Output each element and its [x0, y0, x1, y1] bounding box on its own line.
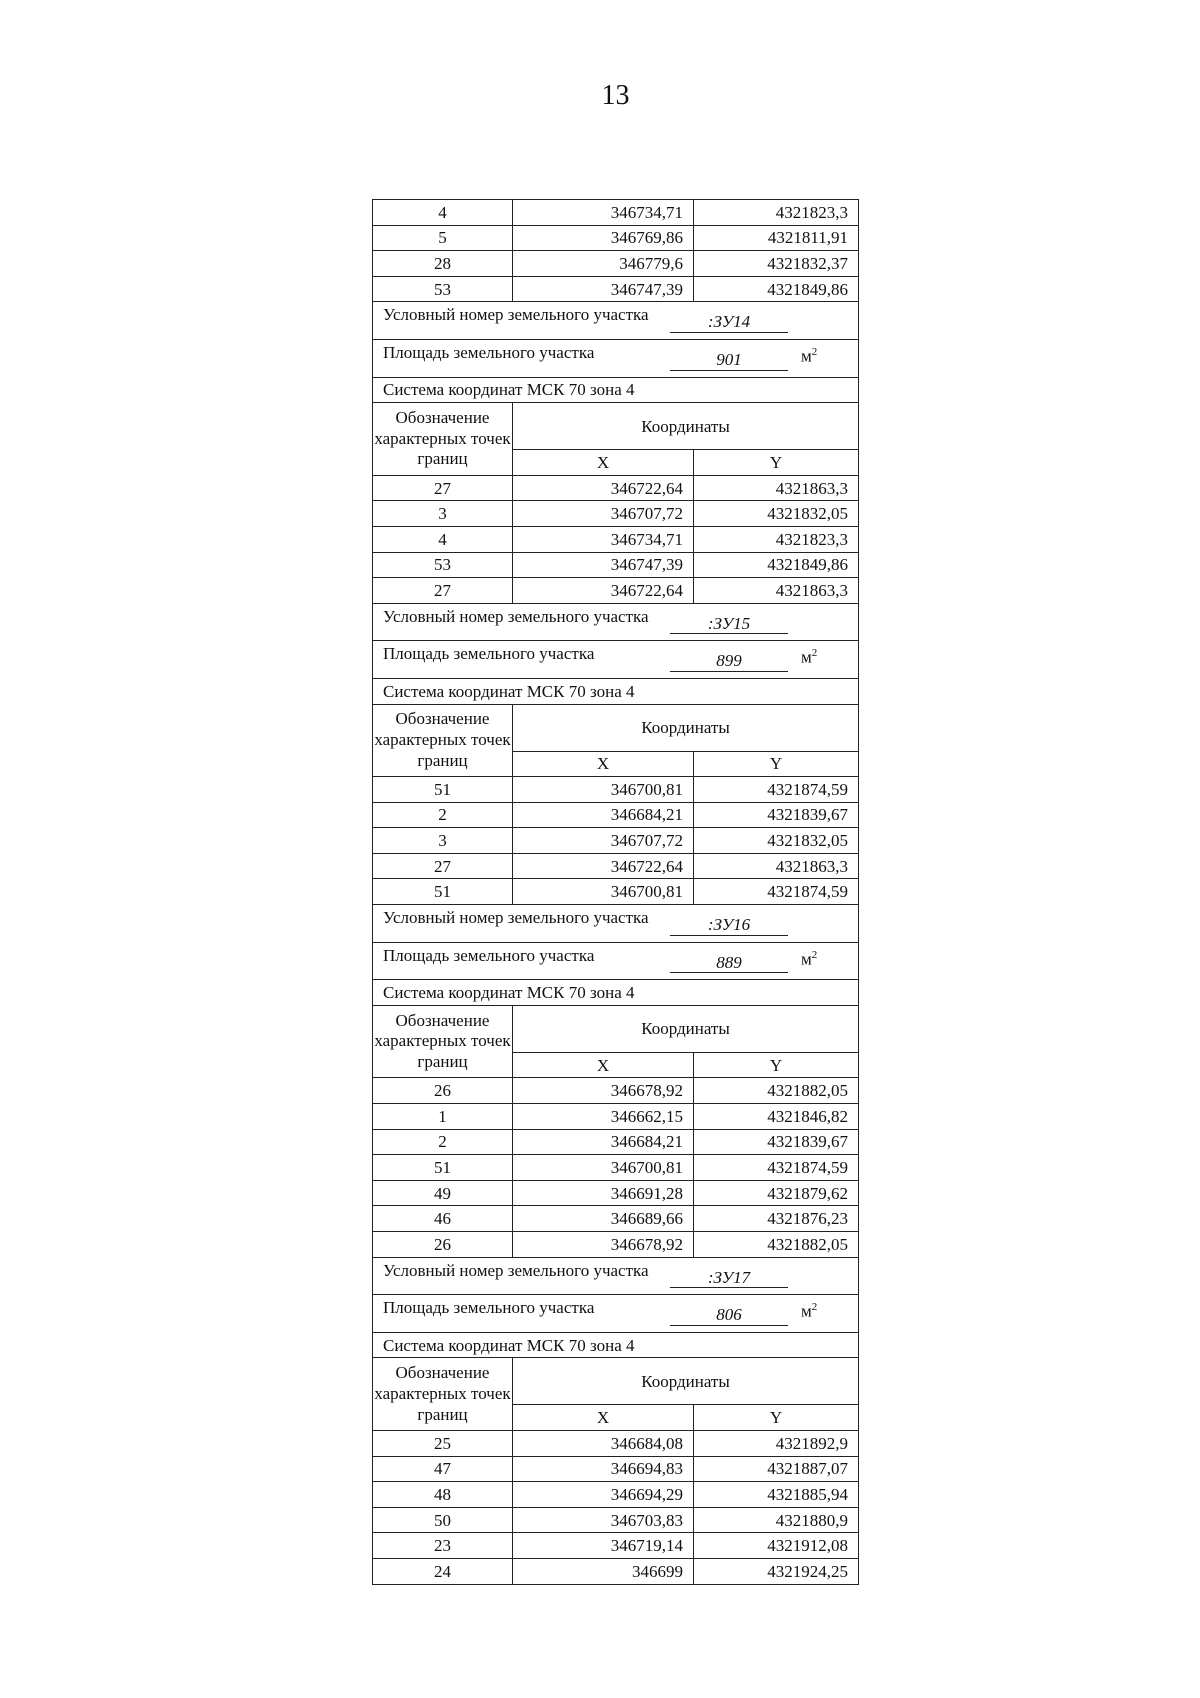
area-unit-power: 2 [811, 345, 818, 358]
parcel-area-label: Площадь земельного участка [383, 945, 595, 965]
y-coordinate: 4321885,94 [694, 1482, 859, 1508]
coordinate-system: Система координат МСК 70 зона 4 [373, 1332, 859, 1358]
point-designation-header: Обозначение характерных точек границ [373, 403, 513, 476]
point-number: 49 [373, 1180, 513, 1206]
table-row [373, 1078, 859, 1104]
table-row [373, 777, 859, 803]
table-row [373, 552, 859, 578]
table-row [373, 225, 859, 251]
y-coordinate: 4321863,3 [694, 475, 859, 501]
y-coordinate: 4321880,9 [694, 1507, 859, 1533]
y-coordinate: 4321823,3 [694, 526, 859, 552]
coordinate-system-row [373, 377, 859, 403]
parcel-area-value: 901 [670, 351, 788, 371]
parcel-number-row [373, 302, 859, 340]
table-row [373, 1232, 859, 1258]
table-header-row [373, 1358, 859, 1405]
page-number: 13 [601, 80, 630, 111]
point-number: 50 [373, 1507, 513, 1533]
x-coordinate: 346700,81 [513, 1155, 694, 1181]
y-coordinate: 4321912,08 [694, 1533, 859, 1559]
point-number: 51 [373, 879, 513, 905]
table-row [373, 802, 859, 828]
parcel-area-cell [373, 641, 859, 679]
x-header: X [513, 1405, 694, 1431]
y-coordinate: 4321832,05 [694, 501, 859, 527]
parcel-number-label: Условный номер земельного участка [383, 1260, 649, 1280]
table-row [373, 1558, 859, 1584]
y-coordinate: 4321832,05 [694, 828, 859, 854]
point-number: 27 [373, 475, 513, 501]
table-row [373, 276, 859, 302]
table-row [373, 879, 859, 905]
y-coordinate: 4321876,23 [694, 1206, 859, 1232]
parcel-area-value: 806 [670, 1306, 788, 1326]
x-coordinate: 346747,39 [513, 276, 694, 302]
point-number: 3 [373, 501, 513, 527]
x-coordinate: 346700,81 [513, 879, 694, 905]
parcel-number-value: :ЗУ14 [670, 313, 788, 333]
point-designation-header: Обозначение характерных точек границ [373, 1005, 513, 1078]
point-number: 51 [373, 777, 513, 803]
area-unit [801, 950, 817, 968]
y-header: Y [694, 1405, 859, 1431]
area-unit-base: м [801, 647, 812, 667]
x-coordinate: 346678,92 [513, 1078, 694, 1104]
coordinates-header: Координаты [513, 1358, 859, 1405]
parcel-area-row [373, 942, 859, 980]
point-number: 3 [373, 828, 513, 854]
parcel-area-value: 889 [670, 954, 788, 974]
x-coordinate: 346707,72 [513, 828, 694, 854]
point-number: 26 [373, 1078, 513, 1104]
parcel-area-value: 899 [670, 652, 788, 672]
coordinate-system-row [373, 678, 859, 704]
table-row [373, 1155, 859, 1181]
area-unit-power: 2 [811, 647, 818, 660]
y-header: Y [694, 450, 859, 476]
y-coordinate: 4321879,62 [694, 1180, 859, 1206]
x-header: X [513, 751, 694, 777]
table-row [373, 200, 859, 226]
coordinate-system: Система координат МСК 70 зона 4 [373, 678, 859, 704]
point-number: 26 [373, 1232, 513, 1258]
x-coordinate: 346691,28 [513, 1180, 694, 1206]
parcel-number-value: :ЗУ15 [670, 615, 788, 635]
point-number: 27 [373, 578, 513, 604]
x-coordinate: 346684,08 [513, 1430, 694, 1456]
x-coordinate: 346707,72 [513, 501, 694, 527]
parcel-number-label: Условный номер земельного участка [383, 606, 649, 626]
point-number: 2 [373, 1129, 513, 1155]
parcel-number-cell [373, 603, 859, 641]
x-coordinate: 346719,14 [513, 1533, 694, 1559]
x-coordinate: 346694,83 [513, 1456, 694, 1482]
parcel-area-cell [373, 339, 859, 377]
table-row [373, 853, 859, 879]
point-number: 47 [373, 1456, 513, 1482]
y-coordinate: 4321832,37 [694, 251, 859, 277]
table-row [373, 828, 859, 854]
area-unit [801, 648, 817, 666]
parcel-number-row [373, 603, 859, 641]
y-coordinate: 4321839,67 [694, 802, 859, 828]
parcel-area-label: Площадь земельного участка [383, 1298, 595, 1318]
point-number: 28 [373, 251, 513, 277]
y-header: Y [694, 1052, 859, 1078]
x-coordinate: 346734,71 [513, 200, 694, 226]
point-number: 1 [373, 1104, 513, 1130]
parcel-number-label: Условный номер земельного участка [383, 908, 649, 928]
point-number: 53 [373, 552, 513, 578]
table-row [373, 1482, 859, 1508]
table-row [373, 1456, 859, 1482]
area-unit [801, 1302, 817, 1320]
coordinates-table [372, 199, 859, 1585]
table-row [373, 1206, 859, 1232]
x-coordinate: 346722,64 [513, 475, 694, 501]
y-coordinate: 4321823,3 [694, 200, 859, 226]
coordinates-table-body [373, 200, 859, 1585]
coordinate-system: Система координат МСК 70 зона 4 [373, 980, 859, 1006]
y-coordinate: 4321874,59 [694, 1155, 859, 1181]
coordinate-system: Система координат МСК 70 зона 4 [373, 377, 859, 403]
y-coordinate: 4321846,82 [694, 1104, 859, 1130]
x-coordinate: 346734,71 [513, 526, 694, 552]
y-coordinate: 4321874,59 [694, 777, 859, 803]
y-coordinate: 4321887,07 [694, 1456, 859, 1482]
parcel-area-row [373, 339, 859, 377]
table-header-row [373, 1005, 859, 1052]
point-number: 5 [373, 225, 513, 251]
y-coordinate: 4321874,59 [694, 879, 859, 905]
x-coordinate: 346703,83 [513, 1507, 694, 1533]
parcel-area-label: Площадь земельного участка [383, 342, 595, 362]
x-coordinate: 346694,29 [513, 1482, 694, 1508]
parcel-area-row [373, 1295, 859, 1333]
coordinate-system-row [373, 1332, 859, 1358]
area-unit [801, 347, 817, 365]
table-row [373, 1180, 859, 1206]
parcel-number-row [373, 1257, 859, 1295]
coordinates-header: Координаты [513, 1005, 859, 1052]
parcel-number-label: Условный номер земельного участка [383, 305, 649, 325]
table-row [373, 526, 859, 552]
parcel-number-cell [373, 302, 859, 340]
y-coordinate: 4321863,3 [694, 578, 859, 604]
area-unit-base: м [801, 1301, 812, 1321]
y-coordinate: 4321924,25 [694, 1558, 859, 1584]
x-coordinate: 346700,81 [513, 777, 694, 803]
area-unit-base: м [801, 949, 812, 969]
y-header: Y [694, 751, 859, 777]
x-coordinate: 346684,21 [513, 802, 694, 828]
point-number: 23 [373, 1533, 513, 1559]
point-number: 24 [373, 1558, 513, 1584]
point-designation-header: Обозначение характерных точек границ [373, 1358, 513, 1431]
x-coordinate: 346662,15 [513, 1104, 694, 1130]
parcel-area-row [373, 641, 859, 679]
x-coordinate: 346747,39 [513, 552, 694, 578]
y-coordinate: 4321892,9 [694, 1430, 859, 1456]
y-coordinate: 4321882,05 [694, 1078, 859, 1104]
point-number: 51 [373, 1155, 513, 1181]
y-coordinate: 4321811,91 [694, 225, 859, 251]
x-coordinate: 346722,64 [513, 853, 694, 879]
x-coordinate: 346689,66 [513, 1206, 694, 1232]
point-number: 48 [373, 1482, 513, 1508]
x-coordinate: 346722,64 [513, 578, 694, 604]
parcel-area-cell [373, 1295, 859, 1333]
table-row [373, 1104, 859, 1130]
point-number: 2 [373, 802, 513, 828]
parcel-number-cell [373, 1257, 859, 1295]
point-number: 25 [373, 1430, 513, 1456]
area-unit-base: м [801, 346, 812, 366]
y-coordinate: 4321849,86 [694, 276, 859, 302]
table-row [373, 1507, 859, 1533]
area-unit-power: 2 [811, 948, 818, 961]
parcel-number-cell [373, 905, 859, 943]
parcel-number-row [373, 905, 859, 943]
parcel-area-label: Площадь земельного участка [383, 644, 595, 664]
table-row [373, 475, 859, 501]
parcel-number-value: :ЗУ17 [670, 1269, 788, 1289]
y-coordinate: 4321839,67 [694, 1129, 859, 1155]
x-coordinate: 346779,6 [513, 251, 694, 277]
y-coordinate: 4321849,86 [694, 552, 859, 578]
parcel-area-cell [373, 942, 859, 980]
point-designation-header: Обозначение характерных точек границ [373, 704, 513, 777]
table-header-row [373, 403, 859, 450]
coordinates-header: Координаты [513, 403, 859, 450]
point-number: 27 [373, 853, 513, 879]
table-row [373, 578, 859, 604]
point-number: 4 [373, 526, 513, 552]
point-number: 4 [373, 200, 513, 226]
coordinate-system-row [373, 980, 859, 1006]
area-unit-power: 2 [811, 1301, 818, 1314]
x-header: X [513, 1052, 694, 1078]
table-header-row [373, 704, 859, 751]
parcel-number-value: :ЗУ16 [670, 916, 788, 936]
x-header: X [513, 450, 694, 476]
table-row [373, 1129, 859, 1155]
x-coordinate: 346769,86 [513, 225, 694, 251]
y-coordinate: 4321882,05 [694, 1232, 859, 1258]
table-row [373, 501, 859, 527]
table-row [373, 1533, 859, 1559]
table-row [373, 251, 859, 277]
point-number: 46 [373, 1206, 513, 1232]
x-coordinate: 346699 [513, 1558, 694, 1584]
table-row [373, 1430, 859, 1456]
x-coordinate: 346678,92 [513, 1232, 694, 1258]
x-coordinate: 346684,21 [513, 1129, 694, 1155]
point-number: 53 [373, 276, 513, 302]
y-coordinate: 4321863,3 [694, 853, 859, 879]
coordinates-header: Координаты [513, 704, 859, 751]
